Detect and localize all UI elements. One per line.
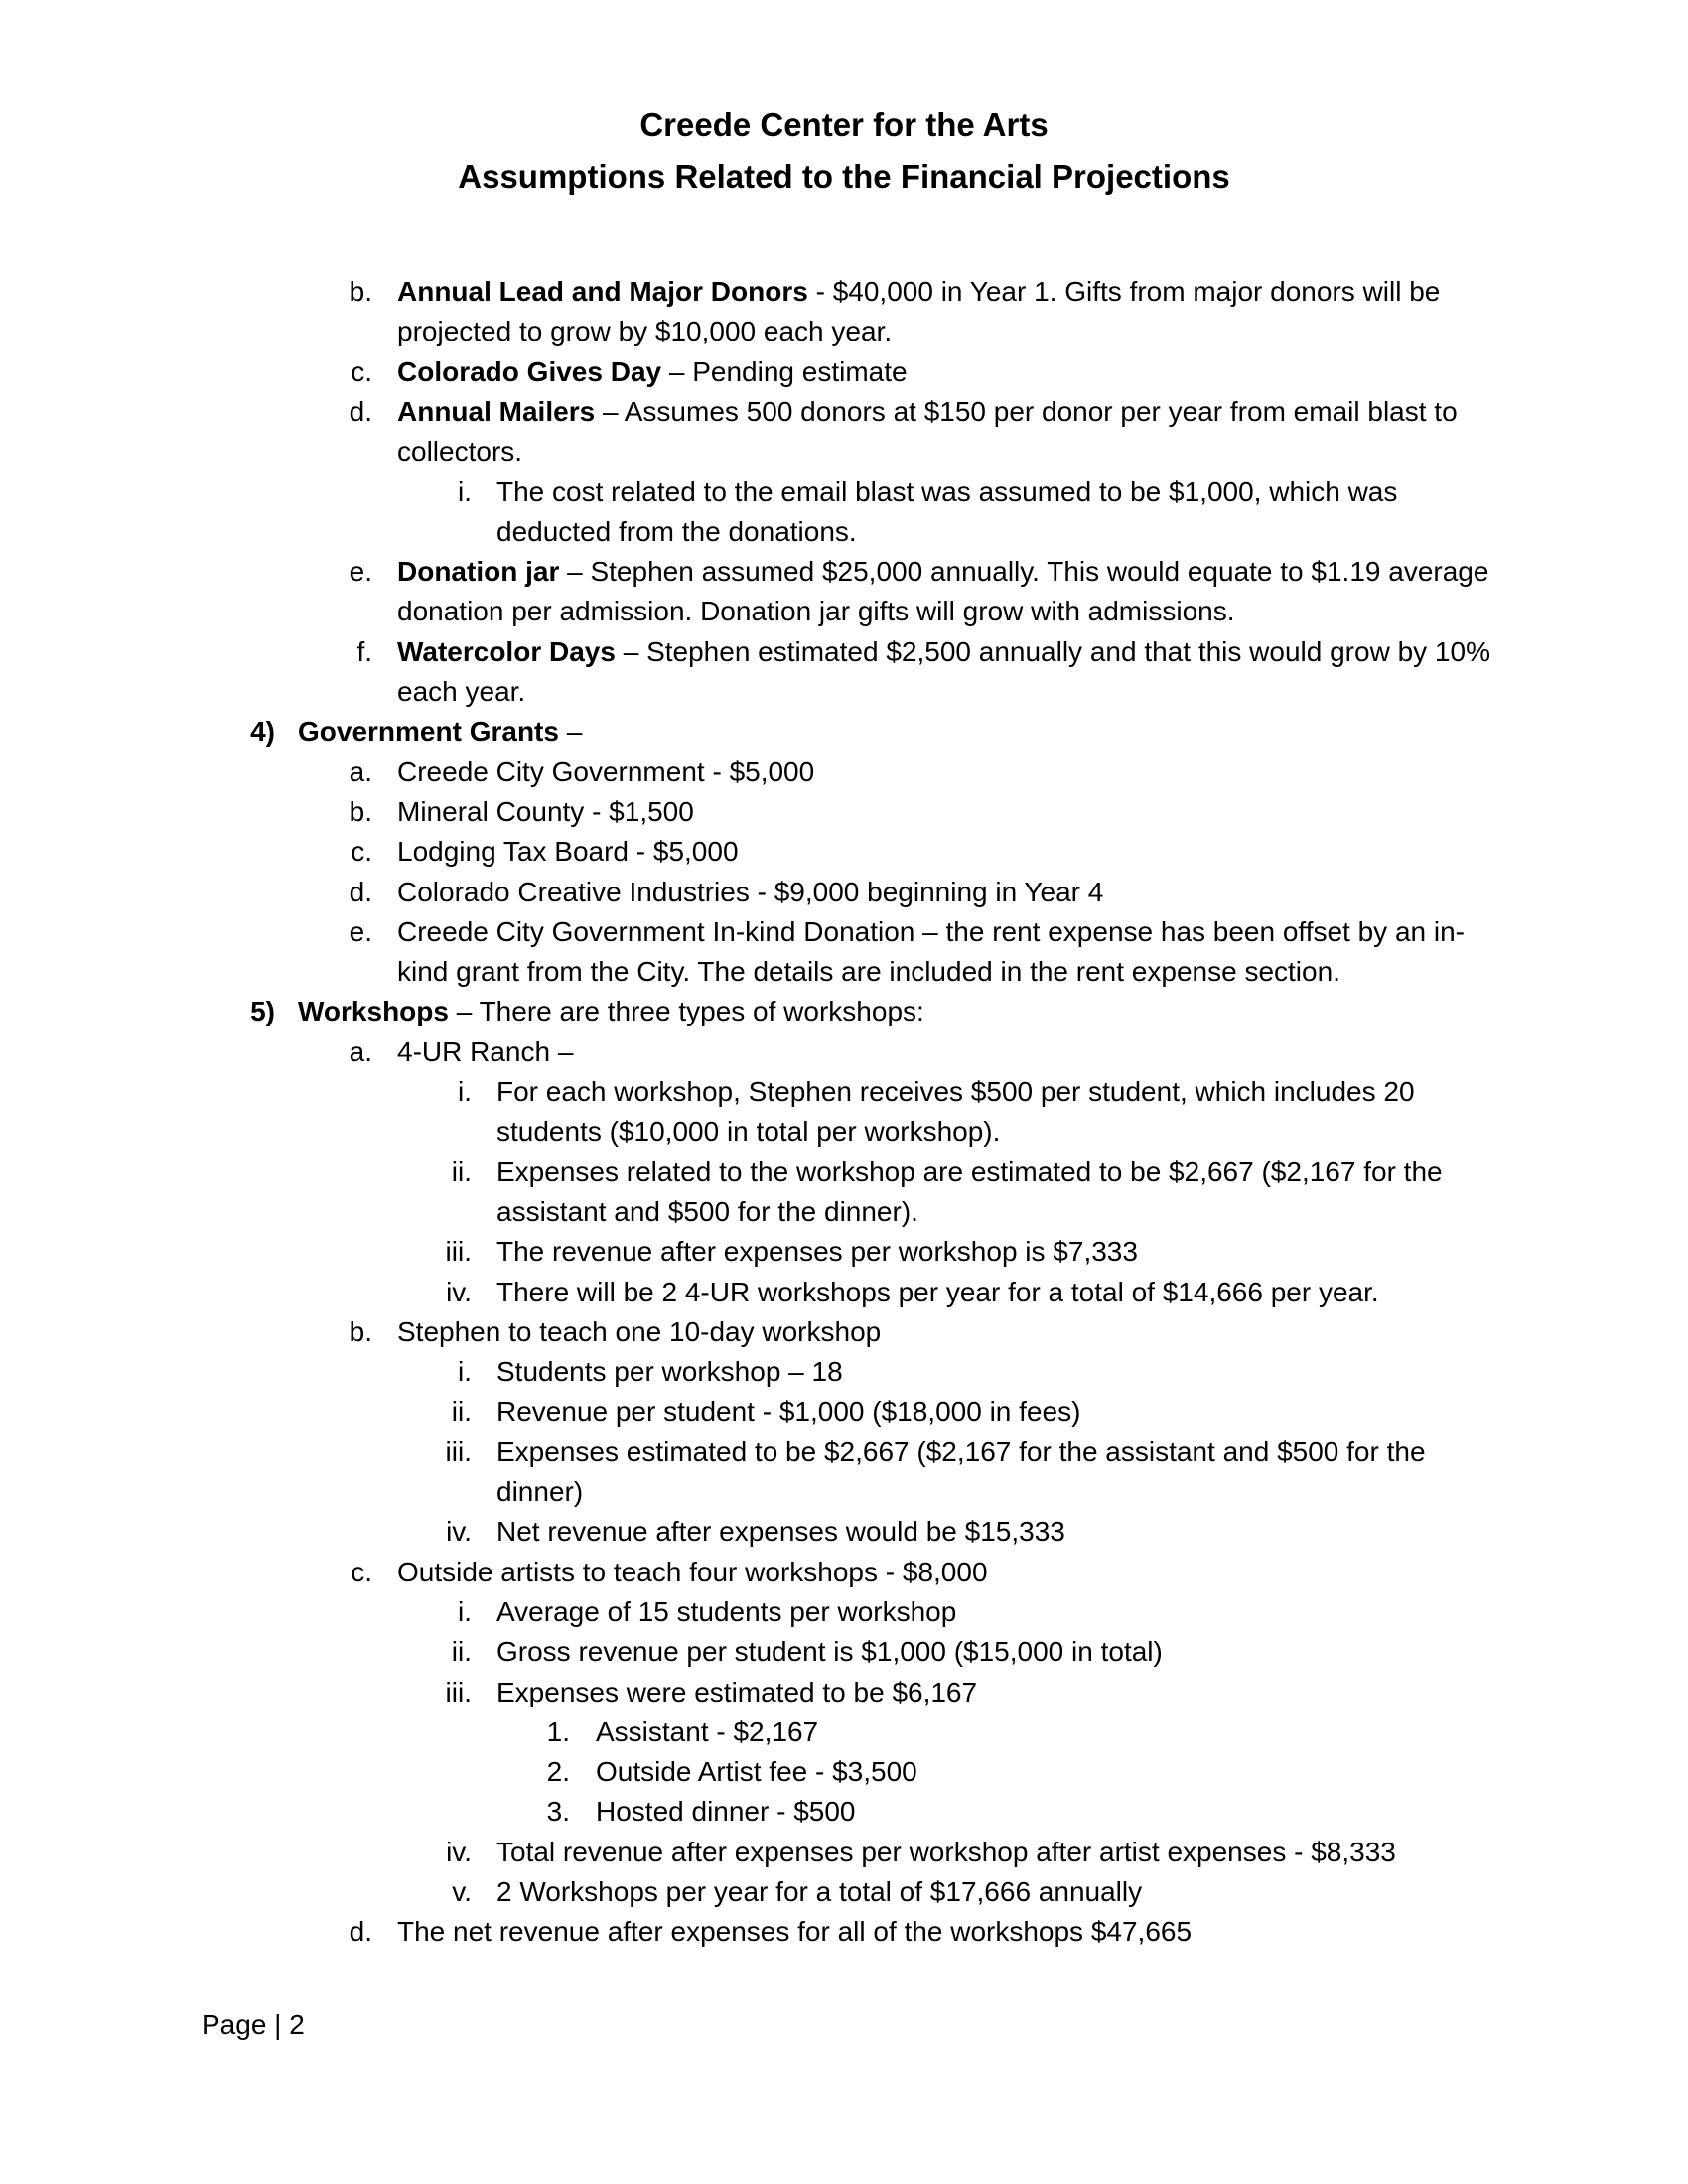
item-text: – There are three types of workshops: [448, 996, 924, 1026]
list-item-text-line [496, 1474, 583, 1510]
item-text: 4-UR Ranch – [397, 1036, 574, 1067]
list-item-text-line [496, 1354, 843, 1390]
item-text: Gross revenue per student is $1,000 ($15,000 in total) [496, 1636, 1163, 1667]
list-marker: i. [458, 1356, 472, 1387]
list-marker: i. [458, 1076, 472, 1107]
list-item-text-line [496, 1634, 1163, 1670]
item-text: Creede City Government In-kind Donation – the rent expense has been offset by an in- [397, 916, 1466, 947]
item-text: There will be 2 4-UR workshops per year for a total of $14,666 per year. [496, 1277, 1379, 1307]
list-item-text-line [496, 1394, 1080, 1430]
list-item-text-line [496, 1234, 1138, 1270]
list-item-text-line [496, 514, 857, 550]
list-marker: ii. [451, 1396, 472, 1427]
list-item-text-line [496, 1835, 1396, 1870]
list-marker: iv. [446, 1277, 472, 1307]
item-text: – Assumes 500 donors at $150 per donor per year from email blast to [595, 396, 1458, 427]
list-marker: c. [351, 1557, 372, 1587]
list-marker: d. [349, 877, 372, 907]
item-text: – Stephen assumed $25,000 annually. This would equate to $1.19 average [559, 556, 1489, 587]
item-text: kind grant from the City. The details are included in the rent expense section. [397, 956, 1340, 987]
item-text: Average of 15 students per workshop [496, 1596, 957, 1627]
list-item-text-line [496, 1594, 956, 1630]
list-item-text-line [496, 1514, 1065, 1550]
document-title: Creede Center for the Arts [639, 106, 1049, 143]
list-item-text-line [397, 394, 1458, 430]
item-text: Outside artists to teach four workshops - $8,000 [397, 1557, 988, 1587]
list-marker: iii. [445, 1436, 472, 1467]
item-heading: Government Grants [298, 716, 559, 747]
list-item-text-line [397, 914, 1465, 950]
item-text: Colorado Creative Industries - $9,000 beginning in Year 4 [397, 877, 1104, 907]
item-text: donation per admission. Donation jar gifts will grow with admissions. [397, 596, 1235, 626]
item-text: Mineral County - $1,500 [397, 796, 694, 827]
list-marker: iv. [446, 1837, 472, 1867]
list-marker: e. [349, 916, 372, 947]
list-marker: e. [349, 556, 372, 587]
list-item-text-line [496, 1074, 1415, 1110]
list-marker: c. [351, 356, 372, 387]
list-item-text-line [397, 314, 892, 349]
list-marker: iii. [445, 1677, 472, 1707]
list-marker: iii. [445, 1236, 472, 1267]
list-marker: 1. [546, 1716, 570, 1747]
item-heading: Workshops [298, 996, 449, 1026]
item-heading: Annual Mailers [397, 396, 596, 427]
list-marker: d. [349, 396, 372, 427]
list-marker: b. [349, 1316, 372, 1347]
list-item-text-line [397, 834, 739, 870]
item-text: collectors. [397, 436, 523, 467]
list-item-text-line [596, 1794, 856, 1830]
item-text: – Pending estimate [661, 356, 908, 387]
item-text: Expenses related to the workshop are estimated to be $2,667 ($2,167 for the [496, 1157, 1443, 1187]
item-text: The cost related to the email blast was assumed to be $1,000, which was [496, 477, 1398, 507]
list-item-text-line [496, 1114, 1000, 1150]
item-text: Lodging Tax Board - $5,000 [397, 836, 739, 867]
list-marker: f. [356, 636, 372, 667]
list-marker: v. [452, 1876, 472, 1907]
item-text: each year. [397, 676, 526, 707]
list-item-text-line [496, 475, 1397, 510]
item-text: For each workshop, Stephen receives $500 per student, which includes 20 [496, 1076, 1415, 1107]
list-marker: d. [349, 1916, 372, 1947]
list-marker: i. [458, 1596, 472, 1627]
list-marker: ii. [451, 1157, 472, 1187]
list-marker: ii. [451, 1636, 472, 1667]
list-item-text-line [397, 875, 1103, 910]
item-text: – Stephen estimated $2,500 annually and that this would grow by 10% [615, 636, 1490, 667]
item-text: dinner) [496, 1476, 584, 1507]
list-item-text-line [397, 554, 1488, 590]
list-item-text-line [298, 714, 582, 750]
item-text: Total revenue after expenses per workshop after artist expenses - $8,333 [496, 1837, 1396, 1867]
item-text: projected to grow by $10,000 each year. [397, 316, 893, 346]
list-item-text-line [397, 754, 814, 790]
list-item-text-line [397, 1034, 573, 1070]
list-marker: i. [458, 477, 472, 507]
list-marker: 4) [250, 716, 275, 747]
list-item-text-line [397, 674, 525, 710]
item-heading: Donation jar [397, 556, 560, 587]
list-marker: a. [349, 1036, 372, 1067]
list-item-text-line [397, 794, 694, 830]
item-text: Outside Artist fee - $3,500 [596, 1756, 917, 1787]
list-item-text-line [496, 1155, 1443, 1190]
item-text: deducted from the donations. [496, 516, 857, 547]
document-subtitle: Assumptions Related to the Financial Projections [458, 158, 1230, 195]
list-item-text-line [397, 434, 522, 470]
item-heading: Annual Lead and Major Donors [397, 276, 808, 307]
list-item-text-line [496, 1874, 1142, 1910]
list-marker: c. [351, 836, 372, 867]
list-item-text-line [496, 1194, 918, 1230]
list-item-text-line [496, 1675, 977, 1710]
list-item-text-line [397, 634, 1490, 670]
item-heading: Colorado Gives Day [397, 356, 662, 387]
list-item-text-line [397, 954, 1340, 990]
list-marker: a. [349, 756, 372, 787]
item-text: Assistant - $2,167 [596, 1716, 819, 1747]
list-item-text-line [397, 1314, 881, 1350]
list-item-text-line [397, 274, 1440, 310]
list-item-text-line [397, 1555, 988, 1590]
item-text: Stephen to teach one 10-day workshop [397, 1316, 882, 1347]
item-heading: Watercolor Days [397, 636, 616, 667]
list-marker: 2. [546, 1756, 570, 1787]
item-text: – [558, 716, 583, 747]
list-item-text-line [298, 994, 924, 1029]
list-marker: b. [349, 796, 372, 827]
item-text: - $40,000 in Year 1. Gifts from major donors will be [807, 276, 1441, 307]
list-item-text-line [596, 1714, 818, 1750]
list-marker: 3. [546, 1796, 570, 1827]
list-item-text-line [397, 354, 908, 390]
list-item-text-line [397, 1914, 1192, 1950]
item-text: Students per workshop – 18 [496, 1356, 843, 1387]
item-text: The net revenue after expenses for all of the workshops $47,665 [397, 1916, 1193, 1947]
item-text: Revenue per student - $1,000 ($18,000 in fees) [496, 1396, 1081, 1427]
item-text: students ($10,000 in total per workshop). [496, 1116, 1001, 1147]
item-text: The revenue after expenses per workshop is $7,333 [496, 1236, 1138, 1267]
item-text: Expenses were estimated to be $6,167 [496, 1677, 978, 1707]
list-item-text-line [596, 1754, 917, 1790]
list-item-text-line [397, 594, 1235, 629]
list-marker: 5) [250, 996, 275, 1026]
list-marker: iv. [446, 1516, 472, 1547]
list-item-text-line [496, 1434, 1426, 1470]
item-text: Net revenue after expenses would be $15,333 [496, 1516, 1065, 1547]
item-text: 2 Workshops per year for a total of $17,666 annually [496, 1876, 1143, 1907]
list-marker: b. [349, 276, 372, 307]
item-text: Hosted dinner - $500 [596, 1796, 856, 1827]
page-number: Page | 2 [202, 2009, 305, 2040]
item-text: assistant and $500 for the dinner). [496, 1196, 918, 1227]
item-text: Expenses estimated to be $2,667 ($2,167 for the assistant and $500 for the [496, 1436, 1426, 1467]
item-text: Creede City Government - $5,000 [397, 756, 815, 787]
list-item-text-line [496, 1275, 1379, 1310]
